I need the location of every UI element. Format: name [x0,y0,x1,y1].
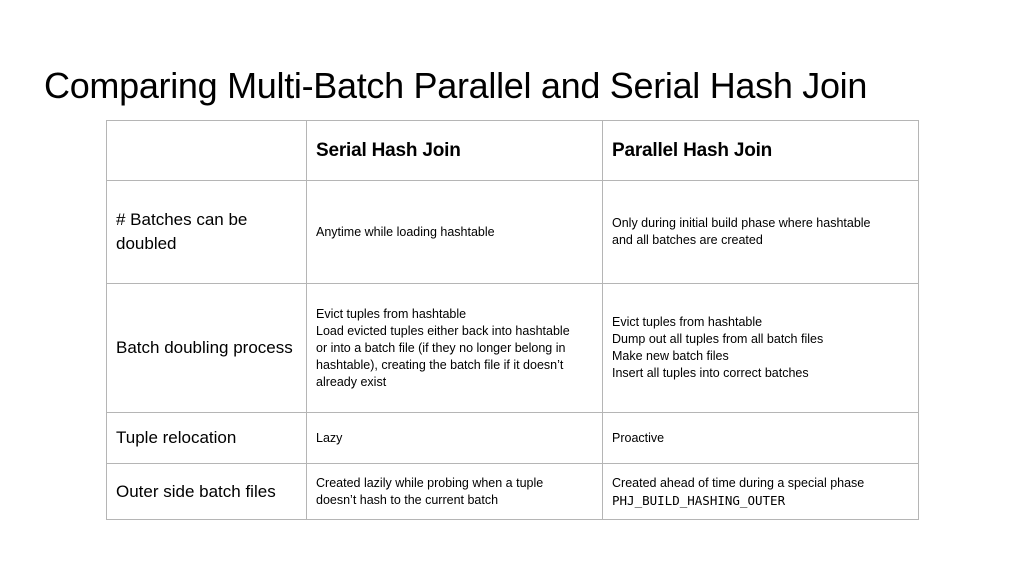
cell-line: Only during initial build phase where hashtable [612,216,871,230]
cell-line: already exist [316,374,387,389]
serial-cell-outer-side-batch-files [307,464,603,520]
comparison-table [106,120,919,520]
cell-line: Created lazily while probing when a tuple [316,475,544,490]
row-label-batch-doubling-process: Batch doubling process [107,284,307,413]
header-parallel-hash-join: Parallel Hash Join [603,121,919,181]
cell-line: Created ahead of time during a special phase [612,475,865,490]
cell-line: Insert all tuples into correct batches [612,366,809,380]
phase-code: PHJ_BUILD_HASHING_OUTER [612,492,786,508]
cell-line: Load evicted tuples either back into hashtable [316,323,570,338]
parallel-cell-tuple-relocation [603,413,919,464]
cell-line: Dump out all tuples from all batch files [612,332,824,346]
cell-line: Lazy [316,430,343,445]
header-serial-hash-join: Serial Hash Join [307,121,603,181]
parallel-cell-outer-side-batch-files [603,464,919,520]
row-label-batches-doubled: # Batches can be doubled [107,181,307,284]
cell-line: Evict tuples from hashtable [612,315,763,329]
row-label-outer-side-batch-files: Outer side batch files [107,464,307,520]
serial-cell-tuple-relocation [307,413,603,464]
table-row [107,181,919,284]
cell-line: Proactive [612,430,665,445]
cell-line: hashtable), creating the batch file if it doesn’t [316,357,564,372]
parallel-cell-batches-doubled [603,181,919,284]
cell-line: and all batches are created [612,233,763,247]
slide-title: Comparing Multi-Batch Parallel and Serial Hash Join [44,65,868,106]
cell-line: or into a batch file (if they no longer belong in [316,340,566,355]
table-header-row [107,121,919,181]
cell-line: Evict tuples from hashtable [316,306,467,321]
cell-line: Anytime while loading hashtable [316,224,495,239]
cell-line: doesn’t hash to the current batch [316,492,499,507]
table-row [107,284,919,413]
serial-cell-batch-doubling-process [307,284,603,413]
table-row [107,464,919,520]
table-row [107,413,919,464]
serial-cell-batches-doubled [307,181,603,284]
row-label-tuple-relocation: Tuple relocation [107,413,307,464]
corner-cell [107,121,307,181]
cell-line: Make new batch files [612,349,729,363]
parallel-cell-batch-doubling-process [603,284,919,413]
